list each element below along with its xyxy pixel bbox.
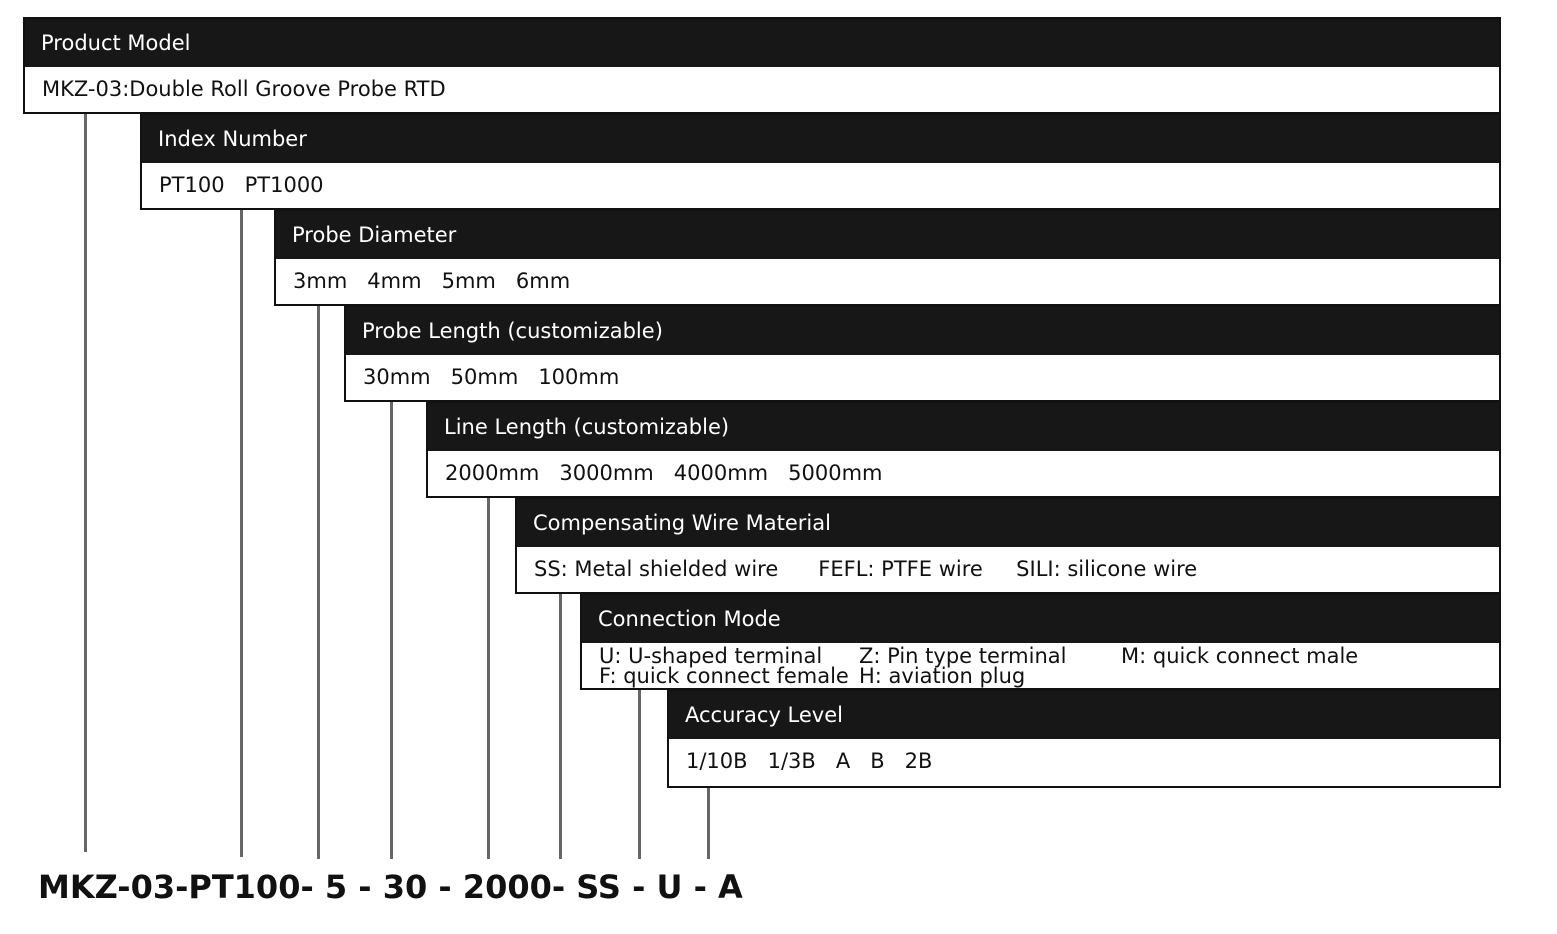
connector-line	[487, 498, 490, 859]
section-wire-material	[515, 497, 1501, 594]
connector-line	[559, 594, 562, 859]
section-values: 3mm 4mm 5mm 6mm	[293, 269, 571, 293]
section-values: 30mm 50mm 100mm	[363, 365, 620, 389]
model-code: MKZ-03-PT100- 5 - 30 - 2000- SS - U - A	[38, 868, 743, 906]
section-title: Accuracy Level	[669, 691, 1499, 739]
section-index-number	[140, 113, 1501, 210]
section-accuracy-level	[667, 689, 1501, 788]
section-title: Compensating Wire Material	[517, 499, 1499, 547]
section-title: Index Number	[142, 115, 1499, 163]
section-probe-length	[344, 305, 1501, 402]
section-line-length	[426, 401, 1501, 498]
section-connection-mode	[580, 593, 1501, 690]
section-values: 2000mm 3000mm 4000mm 5000mm	[445, 461, 883, 485]
section-values: MKZ-03:Double Roll Groove Probe RTD	[42, 77, 446, 101]
connector-line	[84, 114, 87, 852]
section-values: 1/10B 1/3B A B 2B	[686, 749, 933, 773]
connector-line	[240, 210, 243, 857]
section-values	[582, 643, 1499, 688]
section-title: Connection Mode	[582, 595, 1499, 643]
section-title: Probe Length (customizable)	[346, 307, 1499, 355]
section-probe-diameter	[274, 209, 1501, 306]
connection-option: F: quick connect female	[599, 664, 849, 688]
section-title: Probe Diameter	[276, 211, 1499, 259]
section-title: Product Model	[25, 19, 1499, 67]
connection-option: U: U-shaped terminal	[599, 644, 823, 668]
connection-option: Z: Pin type terminal	[859, 644, 1067, 668]
connector-line	[317, 306, 320, 859]
section-values: SS: Metal shielded wire FEFL: PTFE wire SILI: silicone wire	[534, 557, 1198, 581]
section-title: Line Length (customizable)	[428, 403, 1499, 451]
connector-line	[707, 788, 710, 859]
connector-line	[390, 402, 393, 859]
section-values: PT100 PT1000	[159, 173, 324, 197]
section-product-model	[23, 17, 1501, 114]
connector-line	[638, 690, 641, 859]
connection-row-2	[599, 666, 1499, 686]
connection-option: H: aviation plug	[859, 664, 1026, 688]
connection-option: M: quick connect male	[1121, 644, 1359, 668]
connection-row-1	[599, 646, 1499, 666]
